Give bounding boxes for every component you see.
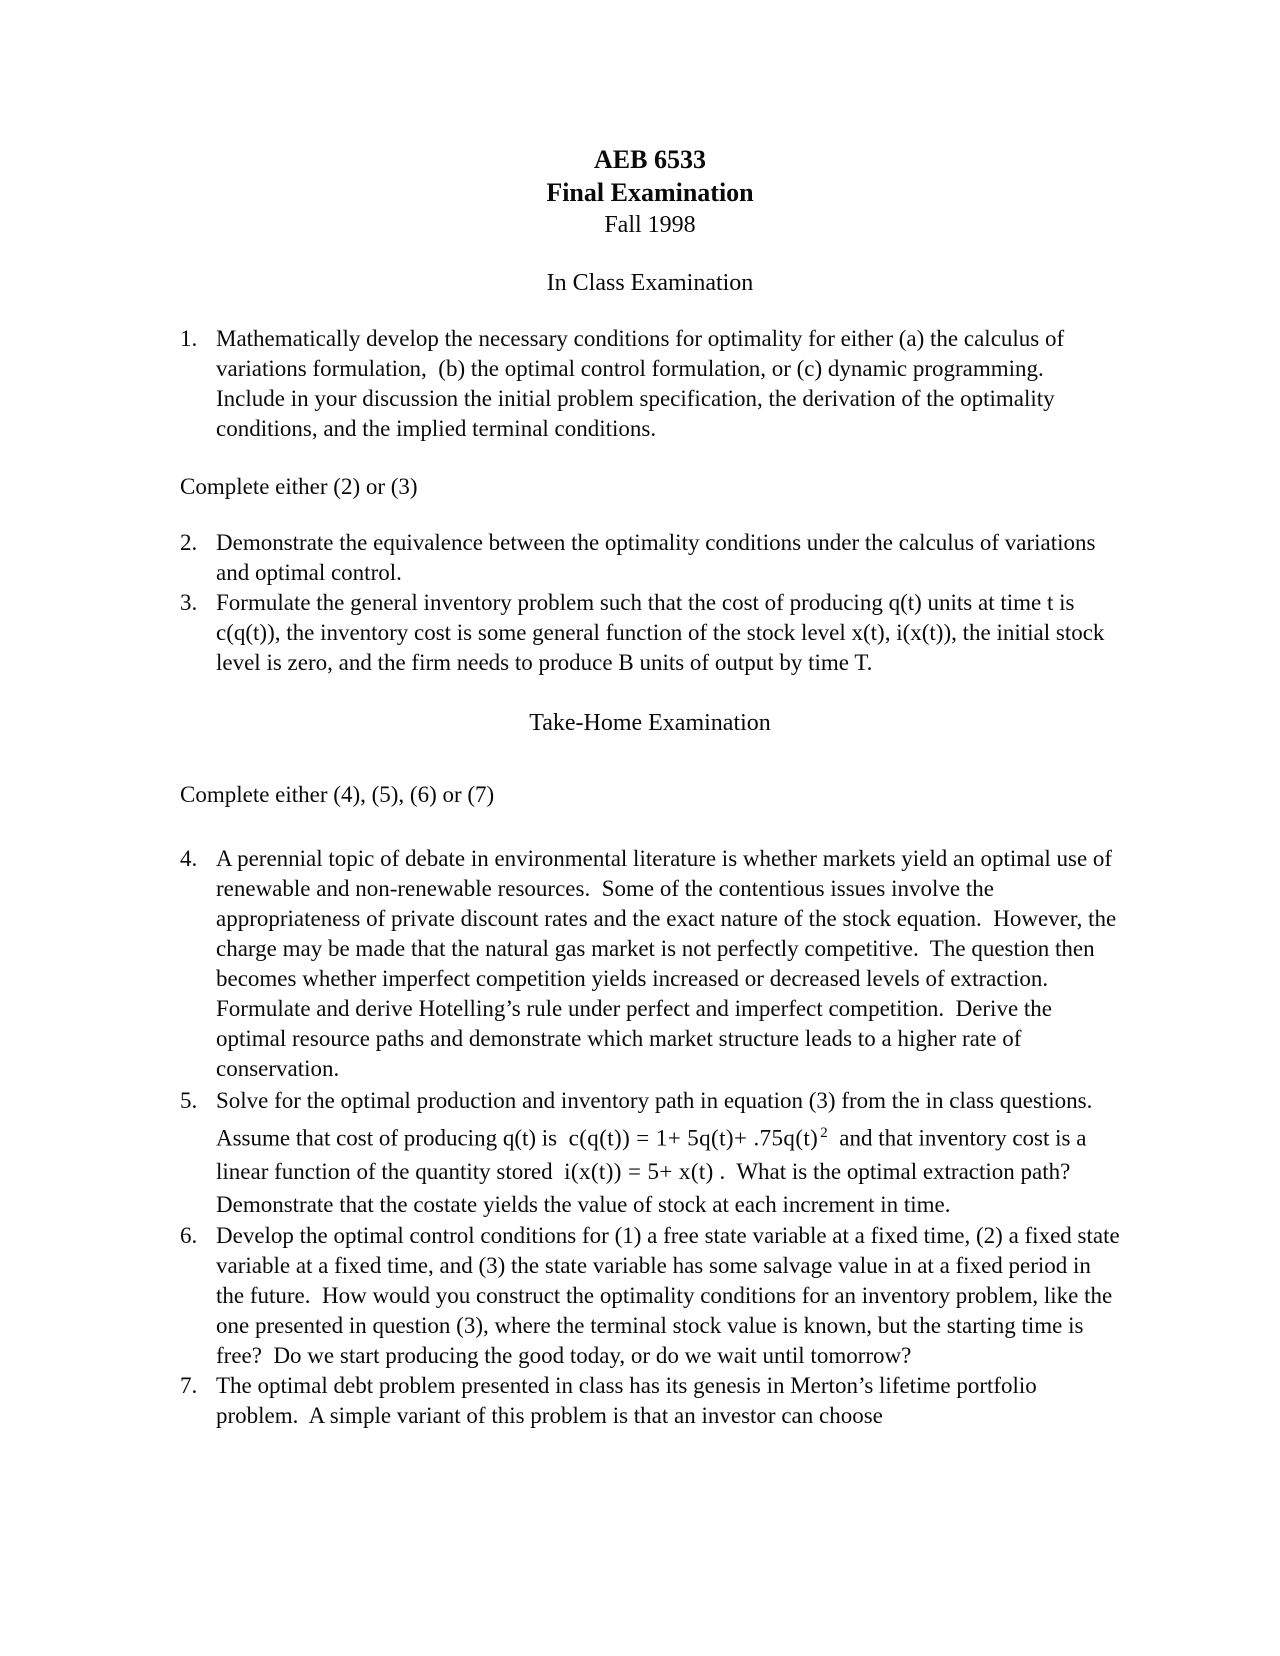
question-4-number: 4. — [180, 846, 198, 871]
question-5-text-mid: and that inventory cost is a linear function of the quantity stored — [216, 1125, 1093, 1184]
exam-title: Final Examination — [546, 178, 754, 207]
question-3 — [180, 588, 1120, 678]
question-4-text: A perennial topic of debate in environmental literature is whether markets yield an optimal use of renewable and non-renewable resources. Some of the contentious issues involve the appropriateness of private discount rates and the exact nature of the stock equation. However, the charge may be made that the natural gas market is not perfectly competitive. The question then becomes whether imperfect competition yields increased or decreased levels of extraction. Formulate and derive Hotelling’s rule under perfect and imperfect competition. Derive the optimal resource paths and demonstrate which market structure leads to a higher rate of conservation. — [216, 846, 1122, 1081]
take-home-heading: Take-Home Examination — [529, 710, 771, 736]
question-1 — [180, 324, 1120, 444]
in-class-heading: In Class Examination — [546, 270, 754, 296]
question-1-number: 1. — [180, 326, 198, 351]
instruction-complete-2-or-3: Complete either (2) or (3) — [180, 474, 418, 499]
cost-equation-exponent: 2 — [820, 1125, 828, 1141]
term-label: Fall 1998 — [604, 212, 696, 238]
question-5-text-pre: Solve for the optimal production and inventory path in equation (3) from the in class questions. Assume that cost of producing q(t) is — [216, 1088, 1103, 1151]
question-3-text: Formulate the general inventory problem such that the cost of producing q(t) units at time t is c(q(t)), the inventory cost is some general function of the stock level x(t), i(x(t)), the initial stock level is zero, and the firm needs to produce B units of output by time T. — [216, 590, 1111, 675]
question-5-text-post: . What is the optimal extraction path? Demonstrate that the costate yields the value of stock at each increment in time. — [216, 1158, 1077, 1217]
question-7-number: 7. — [180, 1372, 198, 1398]
question-7-text: The optimal debt problem presented in class has its genesis in Merton’s lifetime portfolio problem. A simple variant of this problem is that an investor can choose — [216, 1372, 1043, 1428]
question-5-number: 5. — [180, 1088, 198, 1113]
question-6 — [180, 1221, 1126, 1371]
question-6-text: Develop the optimal control conditions for (1) a free state variable at a fixed time, (2) a fixed state variable at a fixed time, and (3) the state variable has some salvage value in at a fixed period in the future. How would you construct the optimality conditions for an inventory problem, like the one presented in question (3), where the terminal stock value is known, but the starting time is free? Do we start producing the good today, or do we wait until tomorrow? — [216, 1222, 1126, 1368]
question-3-number: 3. — [180, 590, 198, 615]
question-2-number: 2. — [180, 530, 198, 555]
question-4 — [180, 844, 1120, 1084]
question-5-text — [216, 1084, 1120, 1221]
cost-equation: c(q(t)) = 1+ 5q(t)+ .75q(t) — [568, 1125, 819, 1151]
course-code: AEB 6533 — [594, 145, 706, 174]
question-2-text: Demonstrate the equivalence between the optimality conditions under the calculus of variations and optimal control. — [216, 530, 1102, 585]
instruction-complete-4-to-7: Complete either (4), (5), (6) or (7) — [180, 782, 495, 807]
question-7 — [180, 1371, 1120, 1431]
question-2 — [180, 528, 1120, 588]
question-6-number: 6. — [180, 1222, 198, 1248]
question-5 — [180, 1084, 1120, 1221]
question-1-text: Mathematically develop the necessary conditions for optimality for either (a) the calculus of variations formulation, (b) the optimal control formulation, or (c) dynamic programming. Include in your discussion the initial problem specification, the derivation of the optimality conditions, and the implied terminal conditions. — [216, 326, 1070, 441]
inventory-equation: i(x(t)) = 5+ x(t) — [564, 1158, 714, 1184]
